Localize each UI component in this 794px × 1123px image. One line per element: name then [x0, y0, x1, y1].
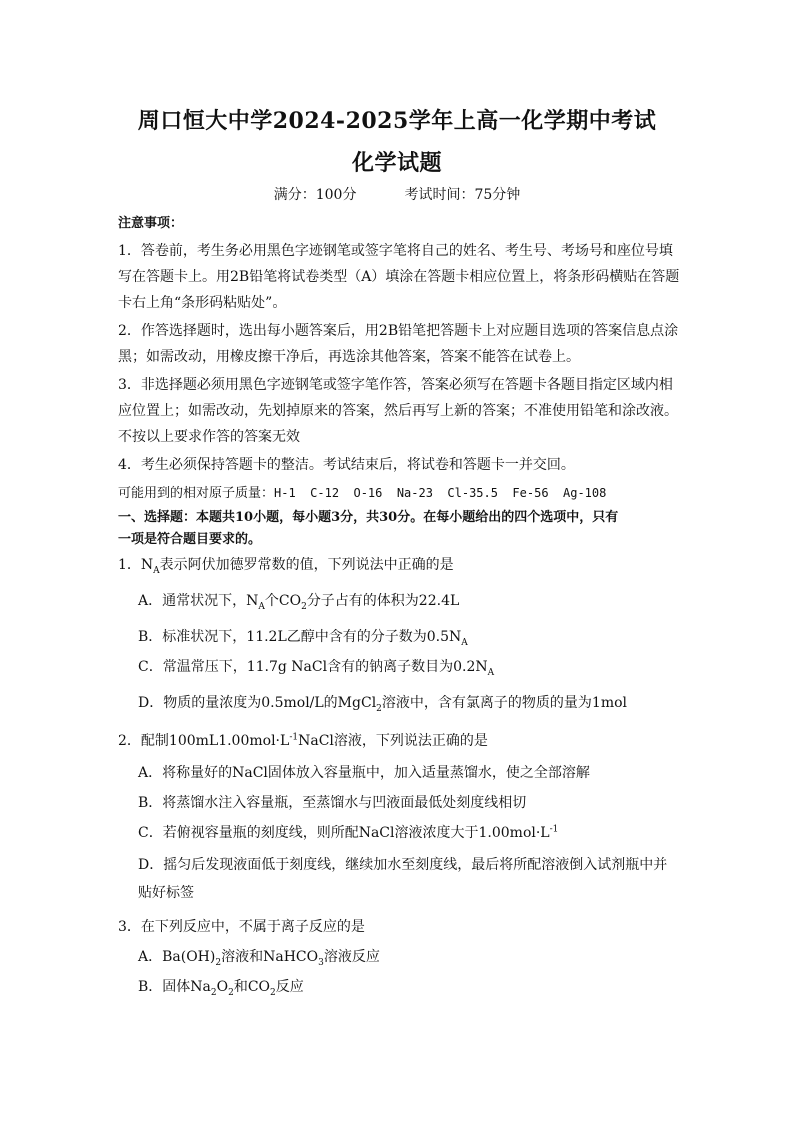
question-2-option-d-cont: 贴好标签 — [138, 885, 194, 901]
question-1-option-b: B．标准状况下，11.2L乙醇中含有的分子数为$0.5N_A$ — [138, 629, 468, 648]
notice-line: 3．非选择题必须用黑色字迹钢笔或签字笔作答，答案必须写在答题卡各题目指定区域内相 — [118, 377, 673, 393]
exam-subtitle: 化学试题 — [351, 150, 442, 176]
section-heading: 一、选择题：本题共10小题，每小题3分，共30分。在每小题给出的四个选项中，只有 — [118, 510, 619, 525]
question-1-option-c: C．常温常压下，11.7g NaCl含有的钠离子数目为$0.2N_A$ — [138, 659, 495, 678]
notice-line: 不按以上要求作答的答案无效 — [118, 429, 300, 445]
section-heading-cont: 一项是符合题目要求的。 — [118, 532, 262, 547]
notice-line: 1．答卷前，考生务必用黑色字迹钢笔或签字笔将自己的姓名、考生号、考场号和座位号填 — [118, 243, 673, 259]
exam-title: 周口恒大中学2024-2025学年上高一化学期中考试 — [137, 108, 657, 134]
exam-time: 考试时间：75分钟 — [404, 187, 521, 203]
notice-heading: 注意事项： — [118, 216, 184, 231]
question-3-option-a: A．$Ba(OH)_2$溶液和NaHCO$_3$溶液反应 — [138, 949, 380, 968]
notice-line: 应位置上；如需改动，先划掉原来的答案，然后再写上新的答案；不准使用铅笔和涂改液。 — [118, 403, 678, 419]
question-2-option-b: B．将蒸馏水注入容量瓶，至蒸馏水与凹液面最低处刻度线相切 — [138, 795, 527, 811]
notice-line: 2．作答选择题时，选出每小题答案后，用2B铅笔把答题卡上对应题目选项的答案信息点涂 — [118, 323, 679, 339]
atomic-mass-line — [118, 482, 606, 501]
question-1-stem: 1．$N_A$表示阿伏加德罗常数的值，下列说法中正确的是 — [118, 557, 454, 576]
atomic-mass-label: 可能用到的相对原子质量： — [118, 486, 275, 501]
question-2-option-d: D．摇匀后发现液面低于刻度线，继续加水至刻度线，最后将所配溶液倒入试剂瓶中并 — [138, 857, 668, 873]
question-2-stem: 2．配制$100mL1.00mol\cdot L^{-1}NaCl$溶液，下列说法正确的是 — [118, 732, 488, 749]
notice-line: 写在答题卡上。用2B铅笔将试卷类型（A）填涂在答题卡相应位置上，将条形码横贴在答题 — [118, 269, 680, 285]
notice-line: 卡右上角“条形码粘贴处”。 — [118, 295, 287, 311]
notice-line: 黑；如需改动，用橡皮擦干净后，再选涂其他答案，答案不能答在试卷上。 — [118, 349, 580, 365]
full-score: 满分：100分 — [273, 187, 357, 203]
question-1-option-a: A．通常状况下，$N_A$个$CO_2$分子占有的体积为22.4L — [138, 593, 460, 612]
exam-meta — [0, 184, 794, 204]
question-3-stem: 3．在下列反应中，不属于离子反应的是 — [118, 919, 365, 935]
notice-line: 4．考生必须保持答题卡的整洁。考试结束后，将试卷和答题卡一并交回。 — [118, 457, 575, 473]
question-1-option-d: D．物质的量浓度为0.5mol/L的MgCl$_2$溶液中，含有氯离子的物质的量为1mol — [138, 695, 627, 714]
question-2-option-a: A．将称量好的NaCl固体放入容量瓶中，加入适量蒸馏水，使之全部溶解 — [138, 765, 590, 781]
atomic-mass-values: H-1 C-12 O-16 Na-23 Cl-35.5 Fe-56 Ag-108 — [274, 486, 607, 500]
question-2-option-c: C．若俯视容量瓶的刻度线，则所配NaCl溶液浓度大于$1.00mol\cdot L^{-1}$ — [138, 824, 559, 841]
question-3-option-b: B．固体$Na_2O_2$和$CO_2$反应 — [138, 979, 304, 998]
